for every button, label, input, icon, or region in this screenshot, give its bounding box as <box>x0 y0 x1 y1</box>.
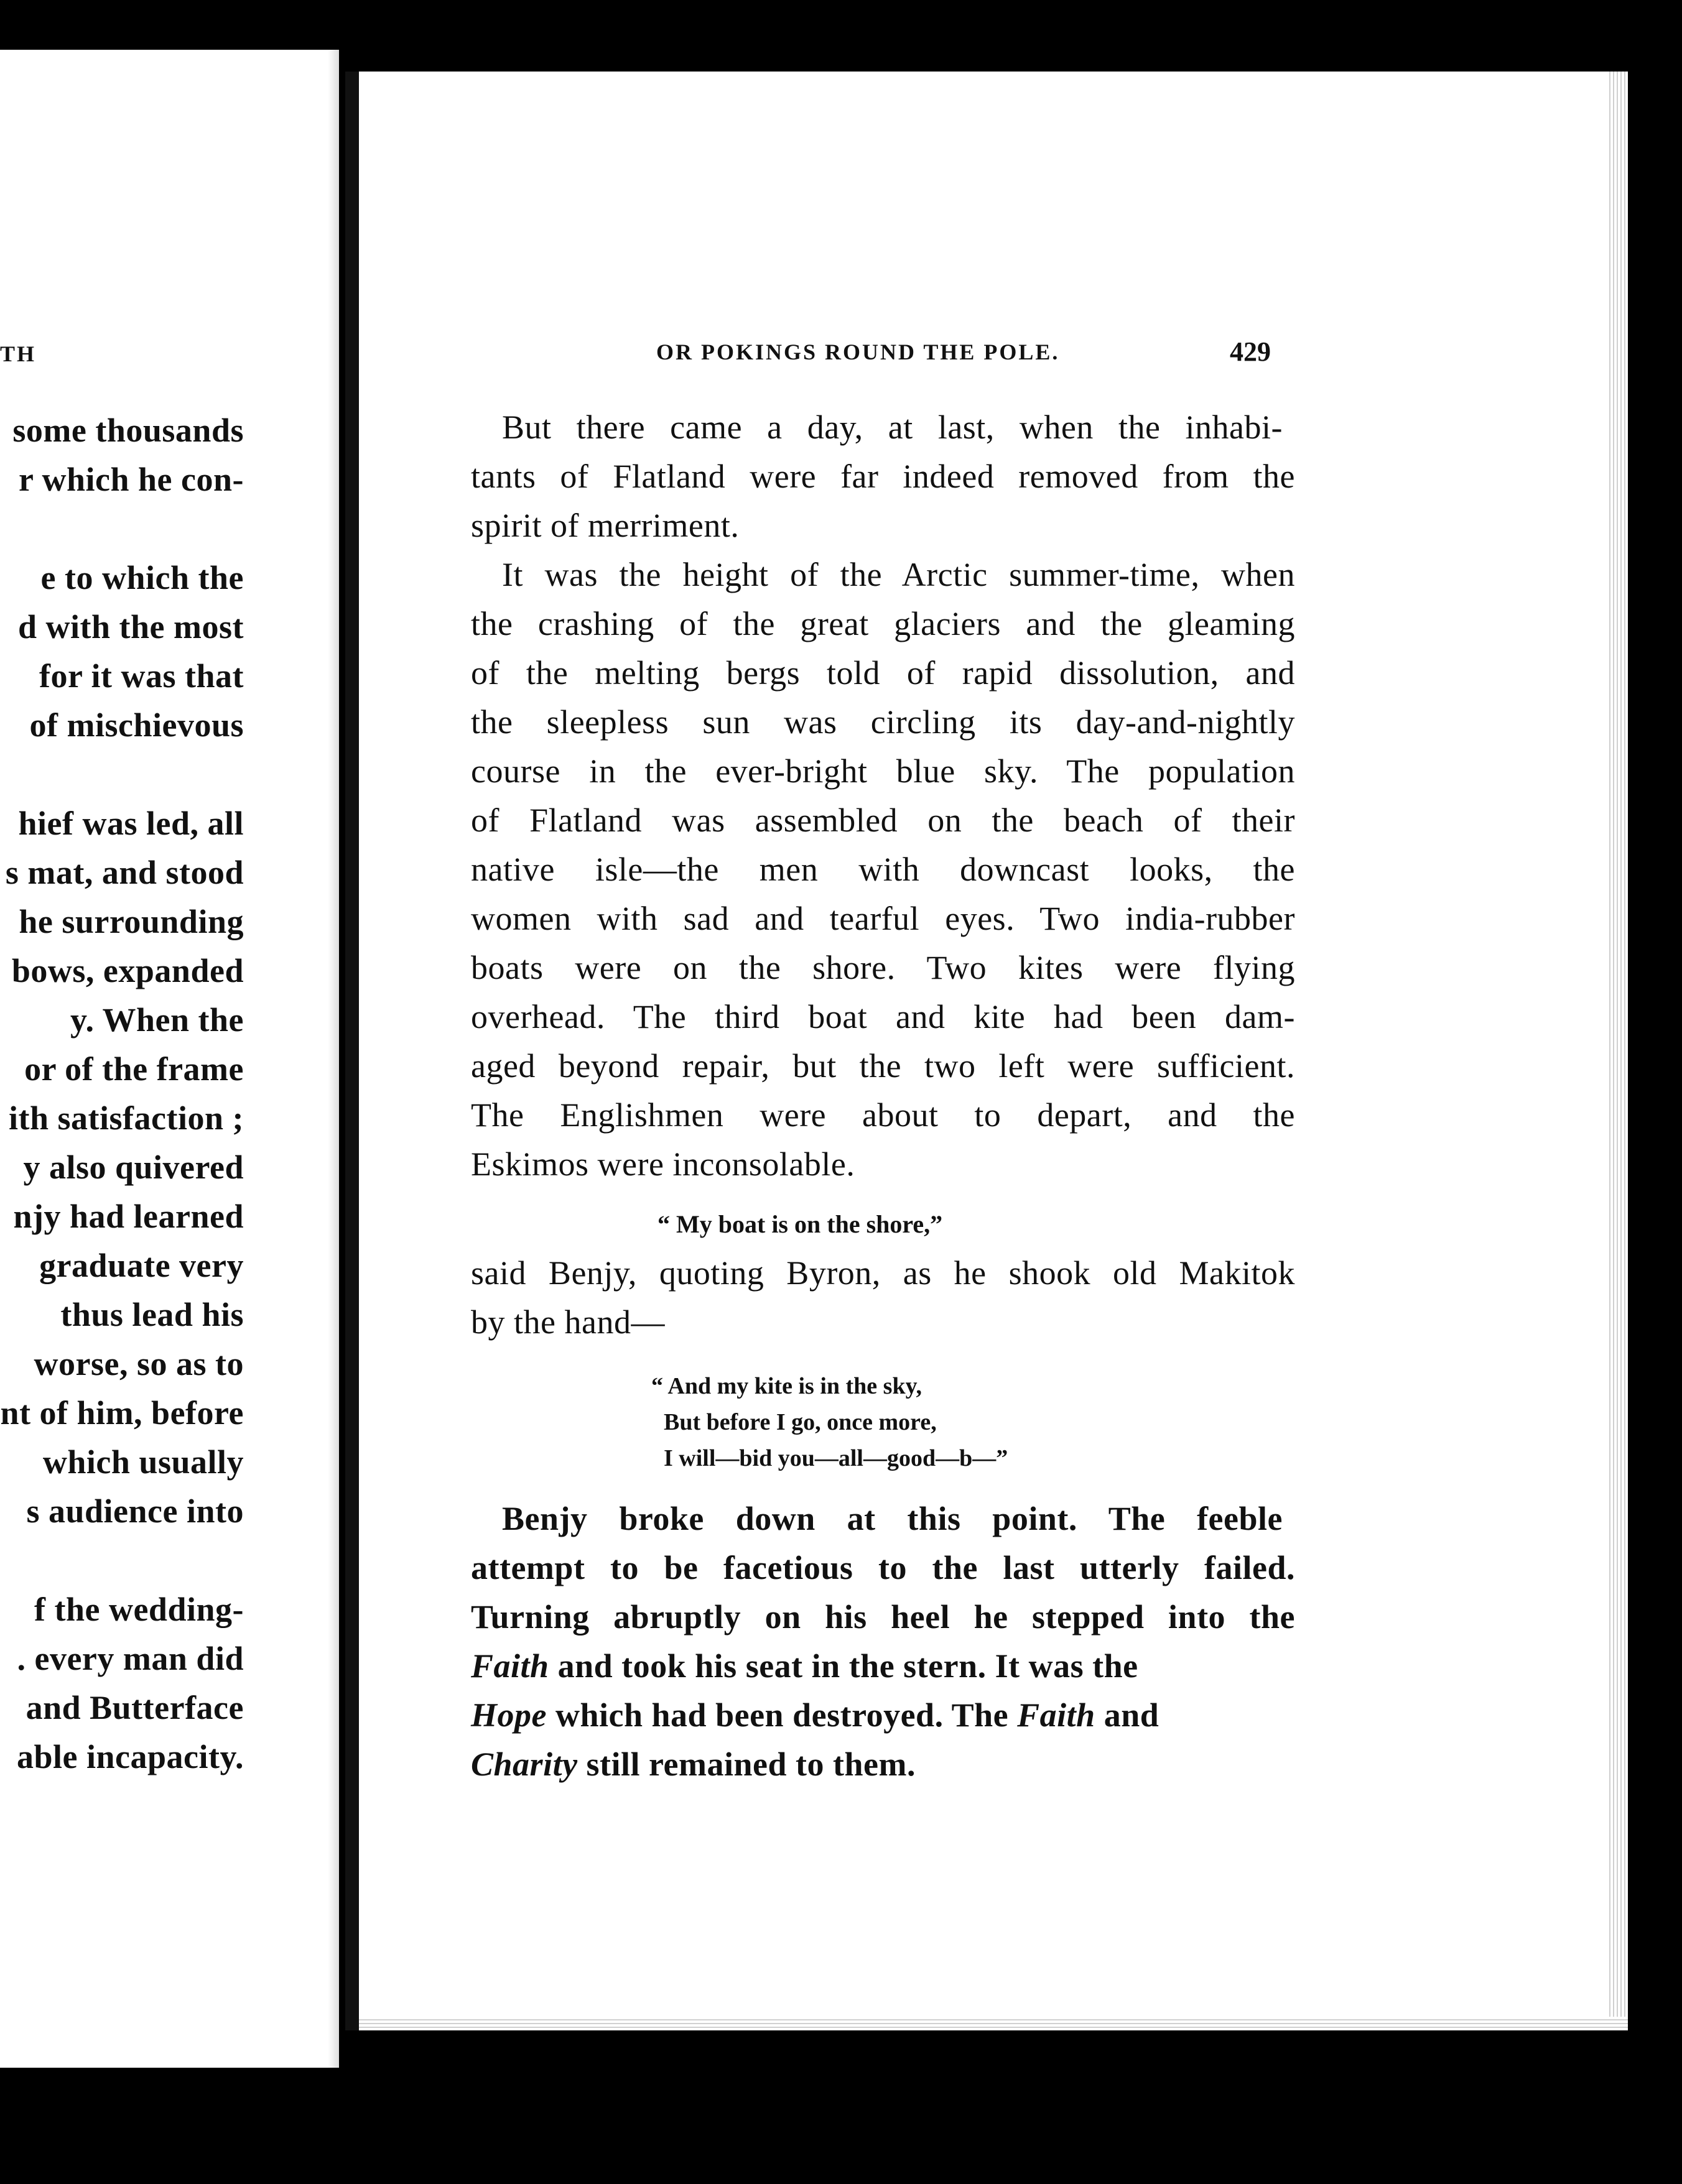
right-page <box>345 72 1628 2030</box>
body-line-text: and took his seat in the stern. It was the <box>549 1647 1138 1685</box>
body-line: The Englishmen were about to depart, and the <box>471 1096 1295 1134</box>
body-line: tants of Flatland were far indeed removed from the <box>471 458 1295 495</box>
body-line: the crashing of the great glaciers and the gleaming <box>471 605 1295 642</box>
verse-line: But before I go, once more, <box>664 1409 937 1435</box>
left-line: hief was led, all <box>18 805 244 842</box>
left-line: graduate very <box>39 1247 244 1284</box>
left-line: bows, expanded <box>11 952 244 989</box>
boat-name-italic: Faith <box>471 1647 549 1685</box>
left-line: s audience into <box>26 1492 244 1530</box>
left-line: ith satisfaction ; <box>9 1099 244 1137</box>
body-line <box>471 1747 1295 1781</box>
left-line: able incapacity. <box>16 1738 244 1775</box>
boat-name-italic: Faith <box>1017 1696 1095 1734</box>
left-line: for it was that <box>39 657 244 695</box>
body-line <box>471 1649 1295 1683</box>
body-line-text: still remained to them. <box>577 1746 916 1783</box>
running-head: OR POKINGS ROUND THE POLE. <box>656 340 1060 364</box>
body-line: spirit of merriment. <box>471 507 740 544</box>
body-line: Turning abruptly on his heel he stepped into the <box>471 1598 1295 1636</box>
boat-name-italic: Hope <box>471 1696 547 1734</box>
body-line: by the hand— <box>471 1303 665 1341</box>
body-line: overhead. The third boat and kite had been dam- <box>471 998 1295 1035</box>
page-number: 429 <box>1230 336 1271 367</box>
body-line: course in the ever-bright blue sky. The population <box>471 752 1295 790</box>
left-line: y. When the <box>70 1001 244 1039</box>
body-line-text: and <box>1095 1696 1159 1734</box>
body-line: It was the height of the Arctic summer-time, when <box>502 556 1295 593</box>
left-line: d with the most <box>17 608 244 645</box>
body-line: But there came a day, at last, when the inhabi- <box>502 409 1283 446</box>
body-line: of Flatland was assembled on the beach of their <box>471 802 1295 839</box>
verse-line: “ And my kite is in the sky, <box>651 1373 922 1399</box>
left-line: he surrounding <box>19 903 244 940</box>
left-line: njy had learned <box>13 1198 244 1235</box>
boat-name-italic: Charity <box>471 1746 578 1783</box>
body-line: said Benjy, quoting Byron, as he shook old Makitok <box>471 1254 1295 1292</box>
body-line: Eskimos were inconsolable. <box>471 1145 855 1183</box>
page-edge-stack <box>1607 72 1628 2030</box>
left-line: thus lead his <box>60 1296 244 1333</box>
left-line: y also quivered <box>23 1149 244 1186</box>
body-line: attempt to be facetious to the last utterly failed. <box>471 1549 1295 1586</box>
left-line: which usually <box>42 1443 244 1481</box>
verse-line: I will—bid you—all—good—b—” <box>664 1445 1008 1471</box>
page-bottom-edge <box>359 2017 1628 2030</box>
left-line: . every man did <box>17 1640 244 1677</box>
body-line: the sleepless sun was circling its day-and-nightly <box>471 703 1295 741</box>
body-line <box>471 1698 1295 1732</box>
left-page <box>0 50 339 2068</box>
body-line: of the melting bergs told of rapid dissolution, and <box>471 654 1295 692</box>
left-line: some thousands <box>12 412 244 449</box>
page-gutter-shade <box>328 50 339 2068</box>
left-line: nt of him, before <box>0 1394 244 1432</box>
left-line: s mat, and stood <box>5 854 244 891</box>
left-line: e to which the <box>40 559 244 596</box>
body-line: boats were on the shore. Two kites were flying <box>471 949 1295 986</box>
left-running-head: TH <box>0 341 37 366</box>
left-line: of mischievous <box>29 706 244 744</box>
left-line: r which he con- <box>18 461 244 498</box>
verse-quote: “ My boat is on the shore,” <box>657 1210 943 1238</box>
left-line: f the wedding- <box>34 1591 244 1628</box>
body-line: Benjy broke down at this point. The feeble <box>502 1500 1283 1537</box>
left-line: and Butterface <box>26 1689 244 1726</box>
body-line: native isle—the men with downcast looks, the <box>471 851 1295 888</box>
left-line: or of the frame <box>24 1050 244 1088</box>
left-line: worse, so as to <box>34 1345 244 1382</box>
body-line-text: which had been destroyed. The <box>546 1696 1018 1734</box>
body-line: aged beyond repair, but the two left were sufficient. <box>471 1047 1295 1085</box>
body-line: women with sad and tearful eyes. Two india-rubber <box>471 900 1295 937</box>
